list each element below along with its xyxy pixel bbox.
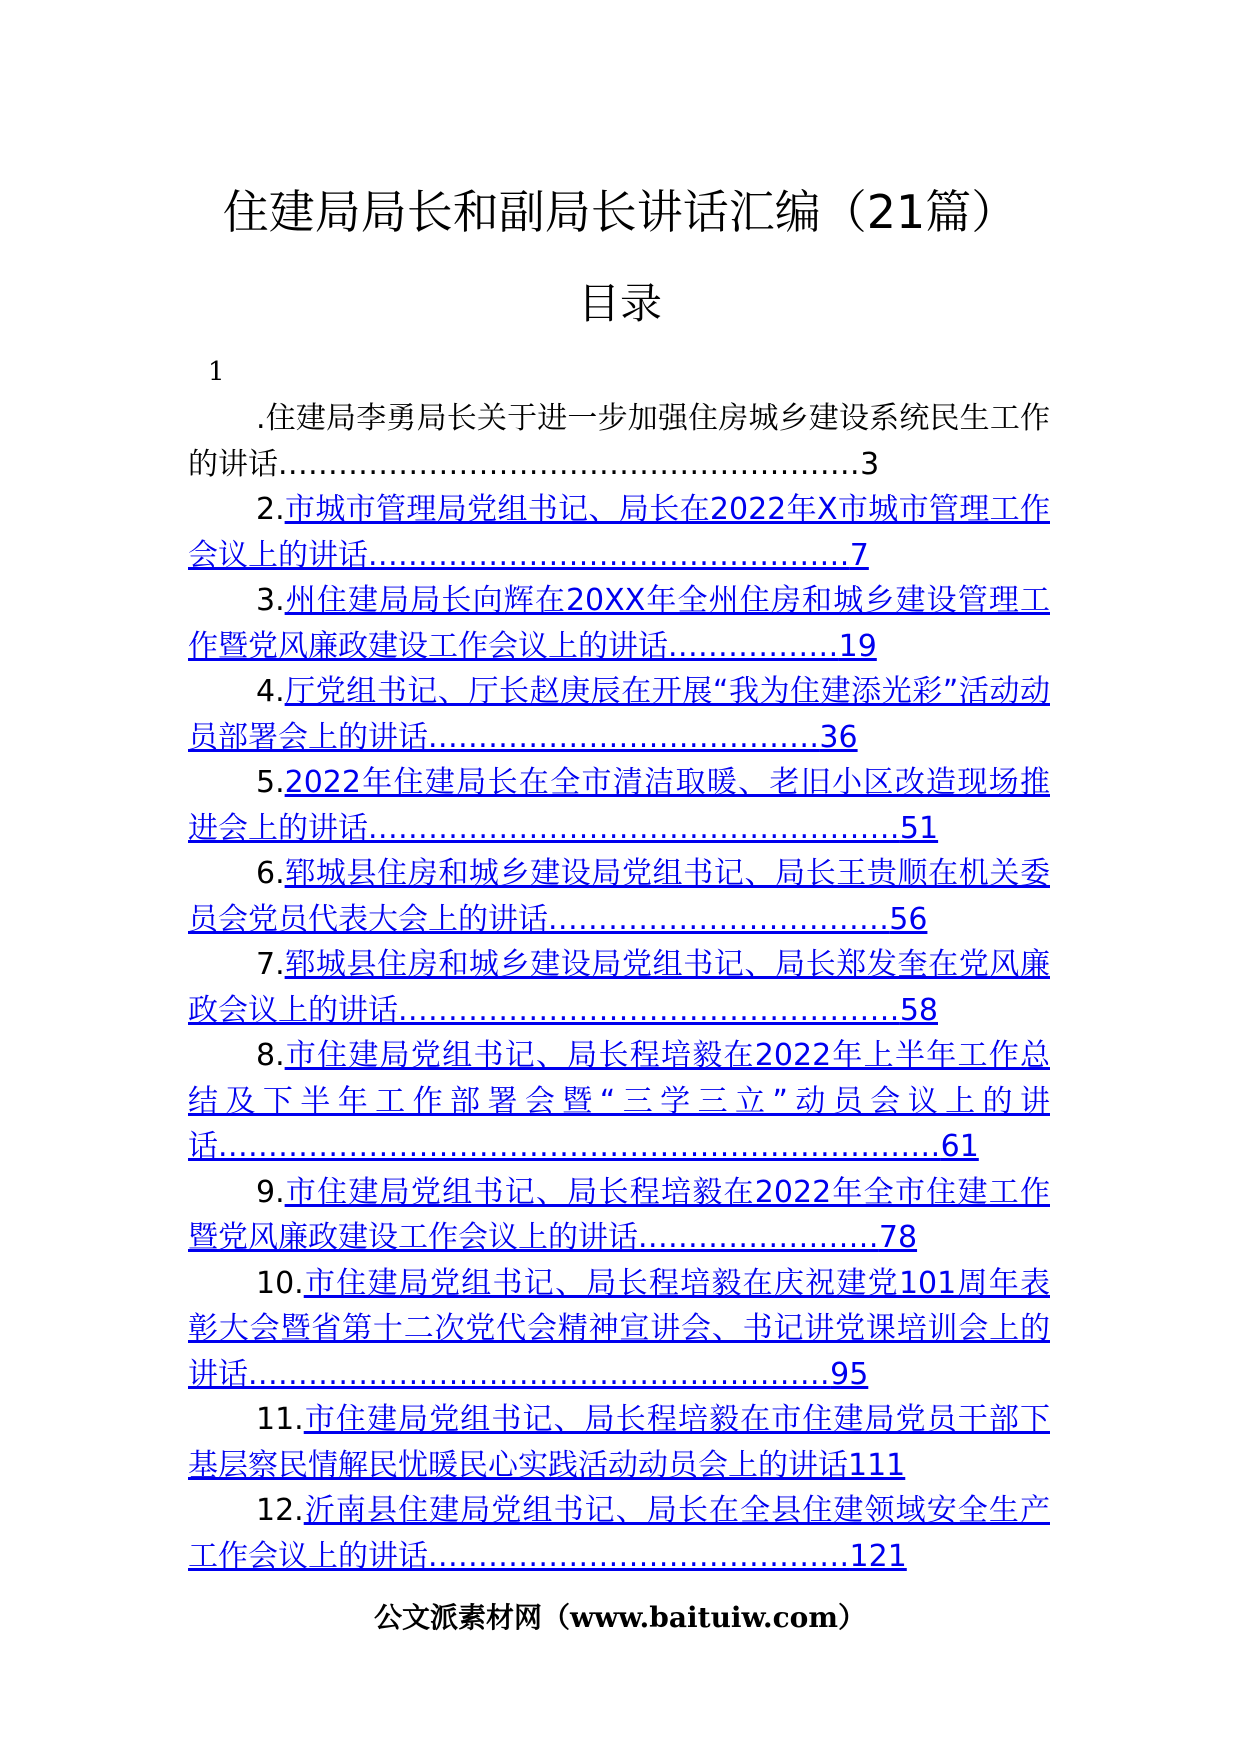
toc-entry-page: 19 <box>838 628 877 664</box>
toc-entry-leader: ........................ <box>638 1220 879 1255</box>
toc-entry-number: 9. <box>256 1174 285 1210</box>
document-title: 住建局局长和副局长讲话汇编（21篇） <box>222 185 1018 239</box>
toc-entry-leader: ........................................................................ <box>218 1129 941 1164</box>
toc-entry-page: 3 <box>860 446 880 482</box>
toc-entry-number: 2. <box>256 492 285 527</box>
toc-entry-page: 111 <box>848 1447 906 1483</box>
toc-entry <box>188 1261 1050 1398</box>
toc-entry <box>188 851 1050 942</box>
toc-heading: 目录 <box>577 279 662 328</box>
page-number-marker: 1 <box>208 357 225 387</box>
table-of-contents <box>188 396 1050 1579</box>
toc-entry-number: 12. <box>256 1493 304 1528</box>
toc-entry-title: 住建局李勇局长关于进一步加强住房城乡建设系统民生工作的讲话 <box>188 401 1050 482</box>
toc-entry <box>188 1170 1050 1261</box>
toc-entry <box>188 942 1050 1033</box>
toc-entry-link[interactable] <box>188 492 1050 573</box>
toc-entry-link[interactable] <box>188 1493 1050 1574</box>
footer-watermark: 公文派素材网（www.baituiw.com） <box>374 1601 866 1634</box>
toc-entry <box>188 487 1050 578</box>
toc-entry-link[interactable] <box>188 765 1050 846</box>
toc-entry-page: 95 <box>830 1356 869 1392</box>
toc-entry-title: 市住建局党组书记、局长程培毅在市住建局党员干部下基层察民情解民忧暖民心实践活动动员会上的讲话 <box>188 1402 1050 1483</box>
toc-entry-title: 州住建局局长向辉在20XX年全州住房和城乡建设管理工作暨党风廉政建设工作会议上的讲话 <box>188 583 1050 664</box>
toc-entry-page: 7 <box>849 537 869 573</box>
toc-entry <box>188 1488 1050 1579</box>
toc-entry-page: 51 <box>899 810 939 846</box>
toc-entry-leader: .......................................... <box>428 1538 850 1574</box>
toc-entry-leader: .......................................................... <box>278 446 861 482</box>
toc-entry-title: 厅党组书记、厅长赵庚辰在开展“我为住建添光彩”活动动员部署会上的讲话 <box>188 674 1050 755</box>
toc-entry-page: 58 <box>899 992 938 1028</box>
toc-entry <box>188 396 1050 487</box>
toc-entry-page: 61 <box>940 1129 979 1164</box>
toc-entry-leader: .................................. <box>548 901 890 937</box>
toc-entry-leader: ................................................ <box>368 537 850 573</box>
toc-entry-page: 56 <box>889 901 928 937</box>
toc-entry-link[interactable] <box>188 947 1050 1028</box>
toc-entry <box>188 1397 1050 1488</box>
toc-entry-number: 11. <box>256 1402 304 1437</box>
toc-entry-title: 市城市管理局党组书记、局长在2022年X市城市管理工作会议上的讲话 <box>188 492 1050 573</box>
toc-entry-page: 121 <box>849 1538 907 1574</box>
toc-entry-leader: .................................................. <box>398 992 900 1028</box>
toc-entry-number: 10. <box>256 1265 304 1301</box>
toc-entry-number: 5. <box>256 765 285 800</box>
toc-entry-title: 2022年住建局长在全市清洁取暖、老旧小区改造现场推进会上的讲话 <box>188 765 1050 846</box>
toc-entry-title: 郓城县住房和城乡建设局党组书记、局长郑发奎在党风廉政会议上的讲话 <box>188 947 1050 1028</box>
toc-entry-number: 3. <box>256 583 285 618</box>
toc-entry-link[interactable] <box>188 1038 1050 1164</box>
toc-entry-number: . <box>256 401 266 436</box>
toc-entry-number: 6. <box>256 856 285 891</box>
toc-entry-title: 沂南县住建局党组书记、局长在全县住建领域安全生产工作会议上的讲话 <box>188 1493 1050 1574</box>
toc-entry-leader: ................. <box>668 628 839 664</box>
toc-entry-number: 8. <box>256 1038 285 1073</box>
toc-entry-number: 4. <box>256 674 285 709</box>
toc-entry-link <box>188 401 1050 482</box>
toc-entry-leader: ..................................................... <box>368 810 900 846</box>
toc-entry-title: 市住建局党组书记、局长程培毅在2022年上半年工作总结及下半年工作部署会暨“三学三立”动员会议上的讲话 <box>188 1038 1050 1164</box>
toc-entry-leader: .......................................................... <box>248 1356 831 1392</box>
toc-entry-link[interactable] <box>188 856 1050 937</box>
toc-entry-link[interactable] <box>188 1402 1050 1483</box>
toc-entry-number: 7. <box>256 947 285 982</box>
toc-entry-link[interactable] <box>188 583 1050 664</box>
toc-entry-link[interactable] <box>188 1175 1050 1256</box>
toc-entry-title: 市住建局党组书记、局长程培毅在庆祝建党101周年表彰大会暨省第十二次党代会精神宣讲会、书记讲党课培训会上的讲话 <box>188 1265 1050 1392</box>
toc-entry <box>188 760 1050 851</box>
toc-entry-link[interactable] <box>188 1266 1050 1392</box>
toc-entry-leader: ....................................... <box>428 719 820 755</box>
toc-entry-page: 78 <box>878 1220 918 1255</box>
toc-entry <box>188 1033 1050 1170</box>
toc-entry <box>188 669 1050 760</box>
toc-entry-page: 36 <box>819 719 858 755</box>
toc-entry-title: 郓城县住房和城乡建设局党组书记、局长王贵顺在机关委员会党员代表大会上的讲话 <box>188 856 1050 937</box>
toc-entry-link[interactable] <box>188 674 1050 755</box>
toc-entry <box>188 578 1050 669</box>
toc-entry-title: 市住建局党组书记、局长程培毅在2022年全市住建工作暨党风廉政建设工作会议上的讲话 <box>188 1174 1050 1255</box>
